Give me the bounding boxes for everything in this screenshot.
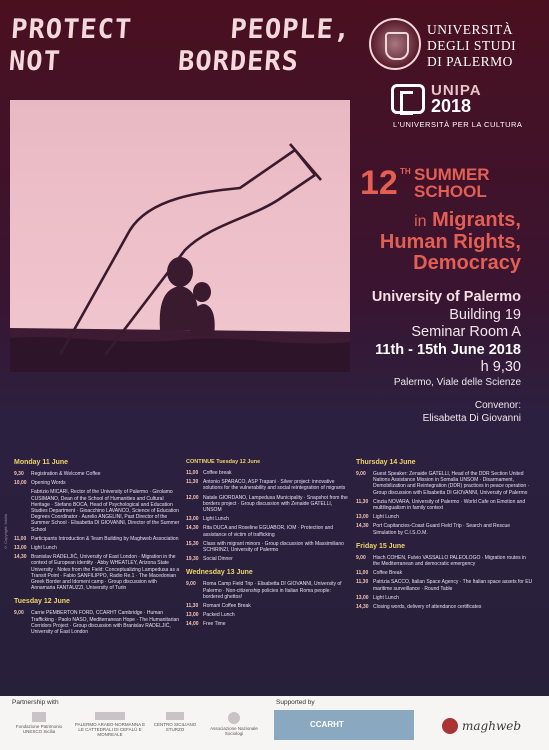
edition-word-summer: SUMMER: [414, 165, 490, 184]
schedule-column: [186, 458, 351, 631]
day-heading: Thursday 14 June: [356, 459, 416, 466]
unesco-icon: [32, 712, 46, 722]
event-time: 15,30: [186, 540, 199, 547]
unipa-logo-uni: UNI: [431, 82, 460, 99]
event-time: 9,00: [356, 471, 366, 477]
schedule-column: [356, 458, 534, 613]
event-row: [186, 603, 351, 609]
venue-university: University of Palermo: [371, 289, 521, 305]
edition-suffix: TH: [400, 167, 411, 176]
event-list: [14, 471, 182, 591]
event-row: [186, 621, 351, 627]
event-text: Guest Speaker: Zenaide GATELLI, Head of the DDR Section United Nations Assistance Mission in Somalia UNSOM · Disarmament, Demobilization and Reintegration (DDR) practices in peace operation · Group discussion with Elisabetta DI GIOVANNI, University of Palermo: [373, 471, 530, 496]
event-time: 13,00: [14, 545, 27, 552]
event-time: 14,30: [14, 554, 27, 561]
event-text: Branislav RADELJIĆ, University of East London · Migration in the context of European identity · Abby WHEATLEY, Arizona State University · Notes from the Field: Conceptualizing Lampedusa as a Transit Point · Fabio SANFILIPPO, Radio Re.1 · The Macedonian Greek Border and Idomeni camp · Group discussion with Annamaria FANTAUZZI, University of Turin: [31, 554, 180, 592]
schedule-column: [14, 458, 182, 638]
event-time: 13,00: [356, 514, 369, 521]
day-heading: Monday 11 June: [14, 459, 69, 466]
event-row: [186, 495, 351, 514]
event-row: [14, 480, 182, 486]
event-row: [14, 545, 182, 551]
event-row: [186, 479, 351, 491]
venue-room: Seminar Room A: [411, 324, 521, 340]
event-text: Carrie PEMBERTON FORD, CCARHT Cambridge · Human Trafficking · Paolo NASO, Mediterranean Hope · The Humanitarian Corridors Project · Group discussion with Branislav RADELJIĆ, University of East London: [31, 610, 180, 636]
bottle-illustration: [10, 100, 350, 372]
sponsor-ccarht-logo: CCARHT: [274, 710, 414, 740]
partner-logo-unesco: [8, 712, 70, 740]
event-row: [356, 595, 534, 601]
event-time: 11,00: [356, 570, 369, 577]
schedule: [14, 458, 536, 694]
partner-name: PALERMO ARABO-NORMANNA E LE CATTEDRALI DI CEFALÙ E MONREALE: [74, 722, 146, 737]
partner-logo-sturzo: [150, 712, 200, 740]
university-name: [427, 22, 516, 70]
event-list: [14, 610, 182, 635]
event-text: Light Lunch: [203, 516, 229, 523]
event-text: Cinzia NOVARA, University of Palermo · World Cafe on Emotion and multilingualism in family context: [373, 498, 526, 512]
event-text: Coffee break: [203, 470, 232, 476]
event-row: [356, 523, 534, 535]
event-text: Free Time: [203, 621, 226, 628]
unipa-mark-icon: [391, 84, 425, 114]
event-list: [186, 581, 351, 627]
unipa-logo-year: 2018: [431, 96, 472, 116]
slogan-word: NOT: [7, 46, 62, 77]
partner-logo-arabo-normanna: [74, 712, 146, 740]
slogan-word: PEOPLE,: [229, 14, 353, 45]
event-row: [356, 514, 534, 520]
event-text: Port Capitancies-Coast Guard Field Trip · Search and Rescue Simulation by C.I.S.O.M.: [373, 523, 511, 536]
convenor-name: Elisabetta Di Giovanni: [422, 413, 521, 424]
event-time: 11,00: [186, 470, 199, 476]
event-text: Registration & Welcome Coffee: [31, 471, 101, 477]
event-list: [186, 470, 351, 562]
event-row: [186, 581, 351, 600]
event-text: Rita DUCA and Roseline EGUABOR, IOM · Protection and assistance of victim of trafficking: [203, 525, 334, 538]
event-time: 14,00: [186, 621, 199, 628]
slogan-word: PROTECT: [10, 14, 134, 45]
copyright-note: © Copyright: fotolia: [3, 513, 8, 550]
event-row: [356, 579, 534, 591]
event-text: Natale GIORDANO, Lampedusa Municipality · Snapshot from the borders project · Group discussion with Zenaide GATELLI, UNSOM: [203, 494, 348, 514]
title-prefix: in: [414, 213, 427, 230]
maghweb-logo: maghweb: [438, 712, 542, 740]
partner-logo-ans: [204, 712, 264, 740]
event-text: Class with migrant minors · Group discussion with Massimiliano SCHIRINZI, University of Palermo: [203, 540, 344, 554]
ans-icon: [228, 712, 240, 724]
event-time: 12,00: [186, 494, 199, 501]
slogan-heading: [8, 14, 362, 78]
event-time: 14,30: [186, 525, 199, 532]
event-time: 11,30: [356, 498, 369, 505]
event-row: [186, 556, 351, 562]
university-seal-icon: [369, 18, 421, 70]
event-row: [14, 610, 182, 635]
event-time: 19,30: [186, 556, 199, 563]
edition-word-school: SCHOOL: [414, 182, 487, 201]
event-text: Light Lunch: [373, 594, 399, 601]
event-time: 10,00: [14, 480, 27, 487]
event-text: Fabrizio MICARI, Rector of the University of Palermo · Girolamo CUSIMANO, Dean of the School of Humanities and Cultural Heritage · Stefano BOCA, Head of Psychological and Education Studies Department · Gioacchino LAVANCO, Science of Education Degrees Coordinator · Aurelio ANGELINI, Past Director of the Summer School · Elisabetta DI GIOVANNI, Director of the Summer School: [31, 489, 180, 533]
event-time: 14,30: [356, 604, 369, 611]
event-time: 9,00: [14, 610, 24, 617]
title-line: Migrants,: [432, 209, 521, 231]
event-time: 11,30: [186, 479, 199, 486]
university-name-line: UNIVERSITÀ: [427, 22, 513, 37]
convenor-block: [423, 399, 521, 425]
event-row: [356, 570, 534, 576]
event-text: Participants Introduction & Team Building by Maghweb Association: [31, 535, 179, 542]
event-row: [186, 516, 351, 522]
venue-building: Building 19: [449, 306, 521, 323]
partner-name: Associazione Nazionale Sociologi: [210, 726, 258, 736]
event-text: Opening Words: [31, 480, 66, 487]
day-heading: Friday 15 June: [356, 542, 406, 550]
day-heading: Wednesday 13 June: [186, 569, 253, 577]
event-row: [186, 470, 351, 476]
event-row: [356, 499, 534, 511]
event-time: 13,00: [186, 516, 199, 523]
edition-number: 12: [360, 164, 398, 202]
day-heading: CONTINUE Tuesday 12 June: [186, 459, 261, 465]
venue-time: h 9,30: [480, 359, 521, 375]
event-row: [356, 555, 534, 567]
university-name-line: DI PALERMO: [427, 54, 513, 69]
event-time: 13,00: [356, 594, 369, 601]
partner-name: Fondazione Patrimonio UNESCO Sicilia: [15, 724, 63, 734]
event-row: [14, 471, 182, 477]
sturzo-icon: [166, 712, 184, 720]
event-text: Light Lunch: [31, 545, 57, 552]
event-text: Roma Camp Field Trip · Elisabetta DI GIOVANNI, University of Palermo · Non-citizenship policies in Italian Roma people: bordered ghettos!: [203, 581, 342, 600]
venue-address: Palermo, Viale delle Scienze: [393, 377, 521, 388]
footer: [0, 696, 549, 750]
event-time: 9,00: [356, 554, 366, 561]
title-line: Democracy: [413, 252, 521, 274]
event-time: 11,30: [356, 579, 369, 586]
unipa-logo-tagline: L'UNIVERSITÀ PER LA CULTURA: [393, 120, 523, 129]
unipa-2018-logo: [391, 84, 531, 134]
convenor-label: Convenor:: [474, 400, 521, 411]
slogan-word: BORDERS: [177, 46, 300, 77]
university-block: [369, 18, 539, 138]
event-time: [14, 489, 31, 532]
event-time: 9,30: [14, 471, 24, 477]
event-row: [14, 554, 182, 591]
event-text: Antonio SPARACO, ASP Trapani · Silver project: innovative solutions for the vulnerability and social reintegration of migrants: [203, 479, 346, 492]
event-row: [186, 525, 351, 537]
event-row: [186, 612, 351, 618]
title-line: Human Rights,: [379, 231, 521, 253]
event-time: 13,00: [186, 612, 199, 619]
event-time: 14,30: [356, 523, 369, 530]
event-row: [14, 489, 182, 532]
event-text: Packed Lunch: [203, 612, 235, 619]
event-text: Hisch COHEN, Fulvio VASSALLO PALEOLOGO · Migration routes in the Mediterranean and democratic emergency: [373, 554, 526, 568]
arches-icon: [95, 712, 125, 720]
event-text: Coffee Break: [373, 570, 403, 577]
event-time: 11,00: [14, 535, 27, 542]
partner-name: CENTRO SICILIANO STURZO: [153, 722, 197, 732]
event-row: [356, 604, 534, 610]
school-title: [380, 210, 521, 274]
unipa-logo-pa: PA: [459, 82, 482, 99]
event-time: 9,00: [186, 581, 196, 588]
event-text: Romani Coffee Break: [203, 603, 251, 610]
event-list: [356, 555, 534, 610]
supported-label: Supported by: [276, 699, 315, 706]
partnership-label: Partnership with: [12, 699, 59, 706]
university-name-line: DEGLI STUDI: [427, 38, 517, 53]
event-list: [356, 471, 534, 536]
event-time: 11,30: [186, 603, 199, 610]
event-row: [186, 541, 351, 553]
day-heading: Tuesday 12 June: [14, 598, 70, 606]
venue-block: [372, 289, 521, 377]
event-text: Closing words, delivery of attendance certificates: [373, 604, 482, 611]
event-row: [356, 471, 534, 496]
event-row: [14, 536, 182, 542]
event-text: Patrizia SACCO, Italian Space Agency · The Italian space assets for EU maritime surveillance · Round Table: [373, 579, 533, 592]
event-text: Light Lunch: [373, 514, 399, 521]
venue-dates: 11th - 15th June 2018: [375, 341, 521, 358]
event-text: Social Dinner: [203, 556, 233, 563]
